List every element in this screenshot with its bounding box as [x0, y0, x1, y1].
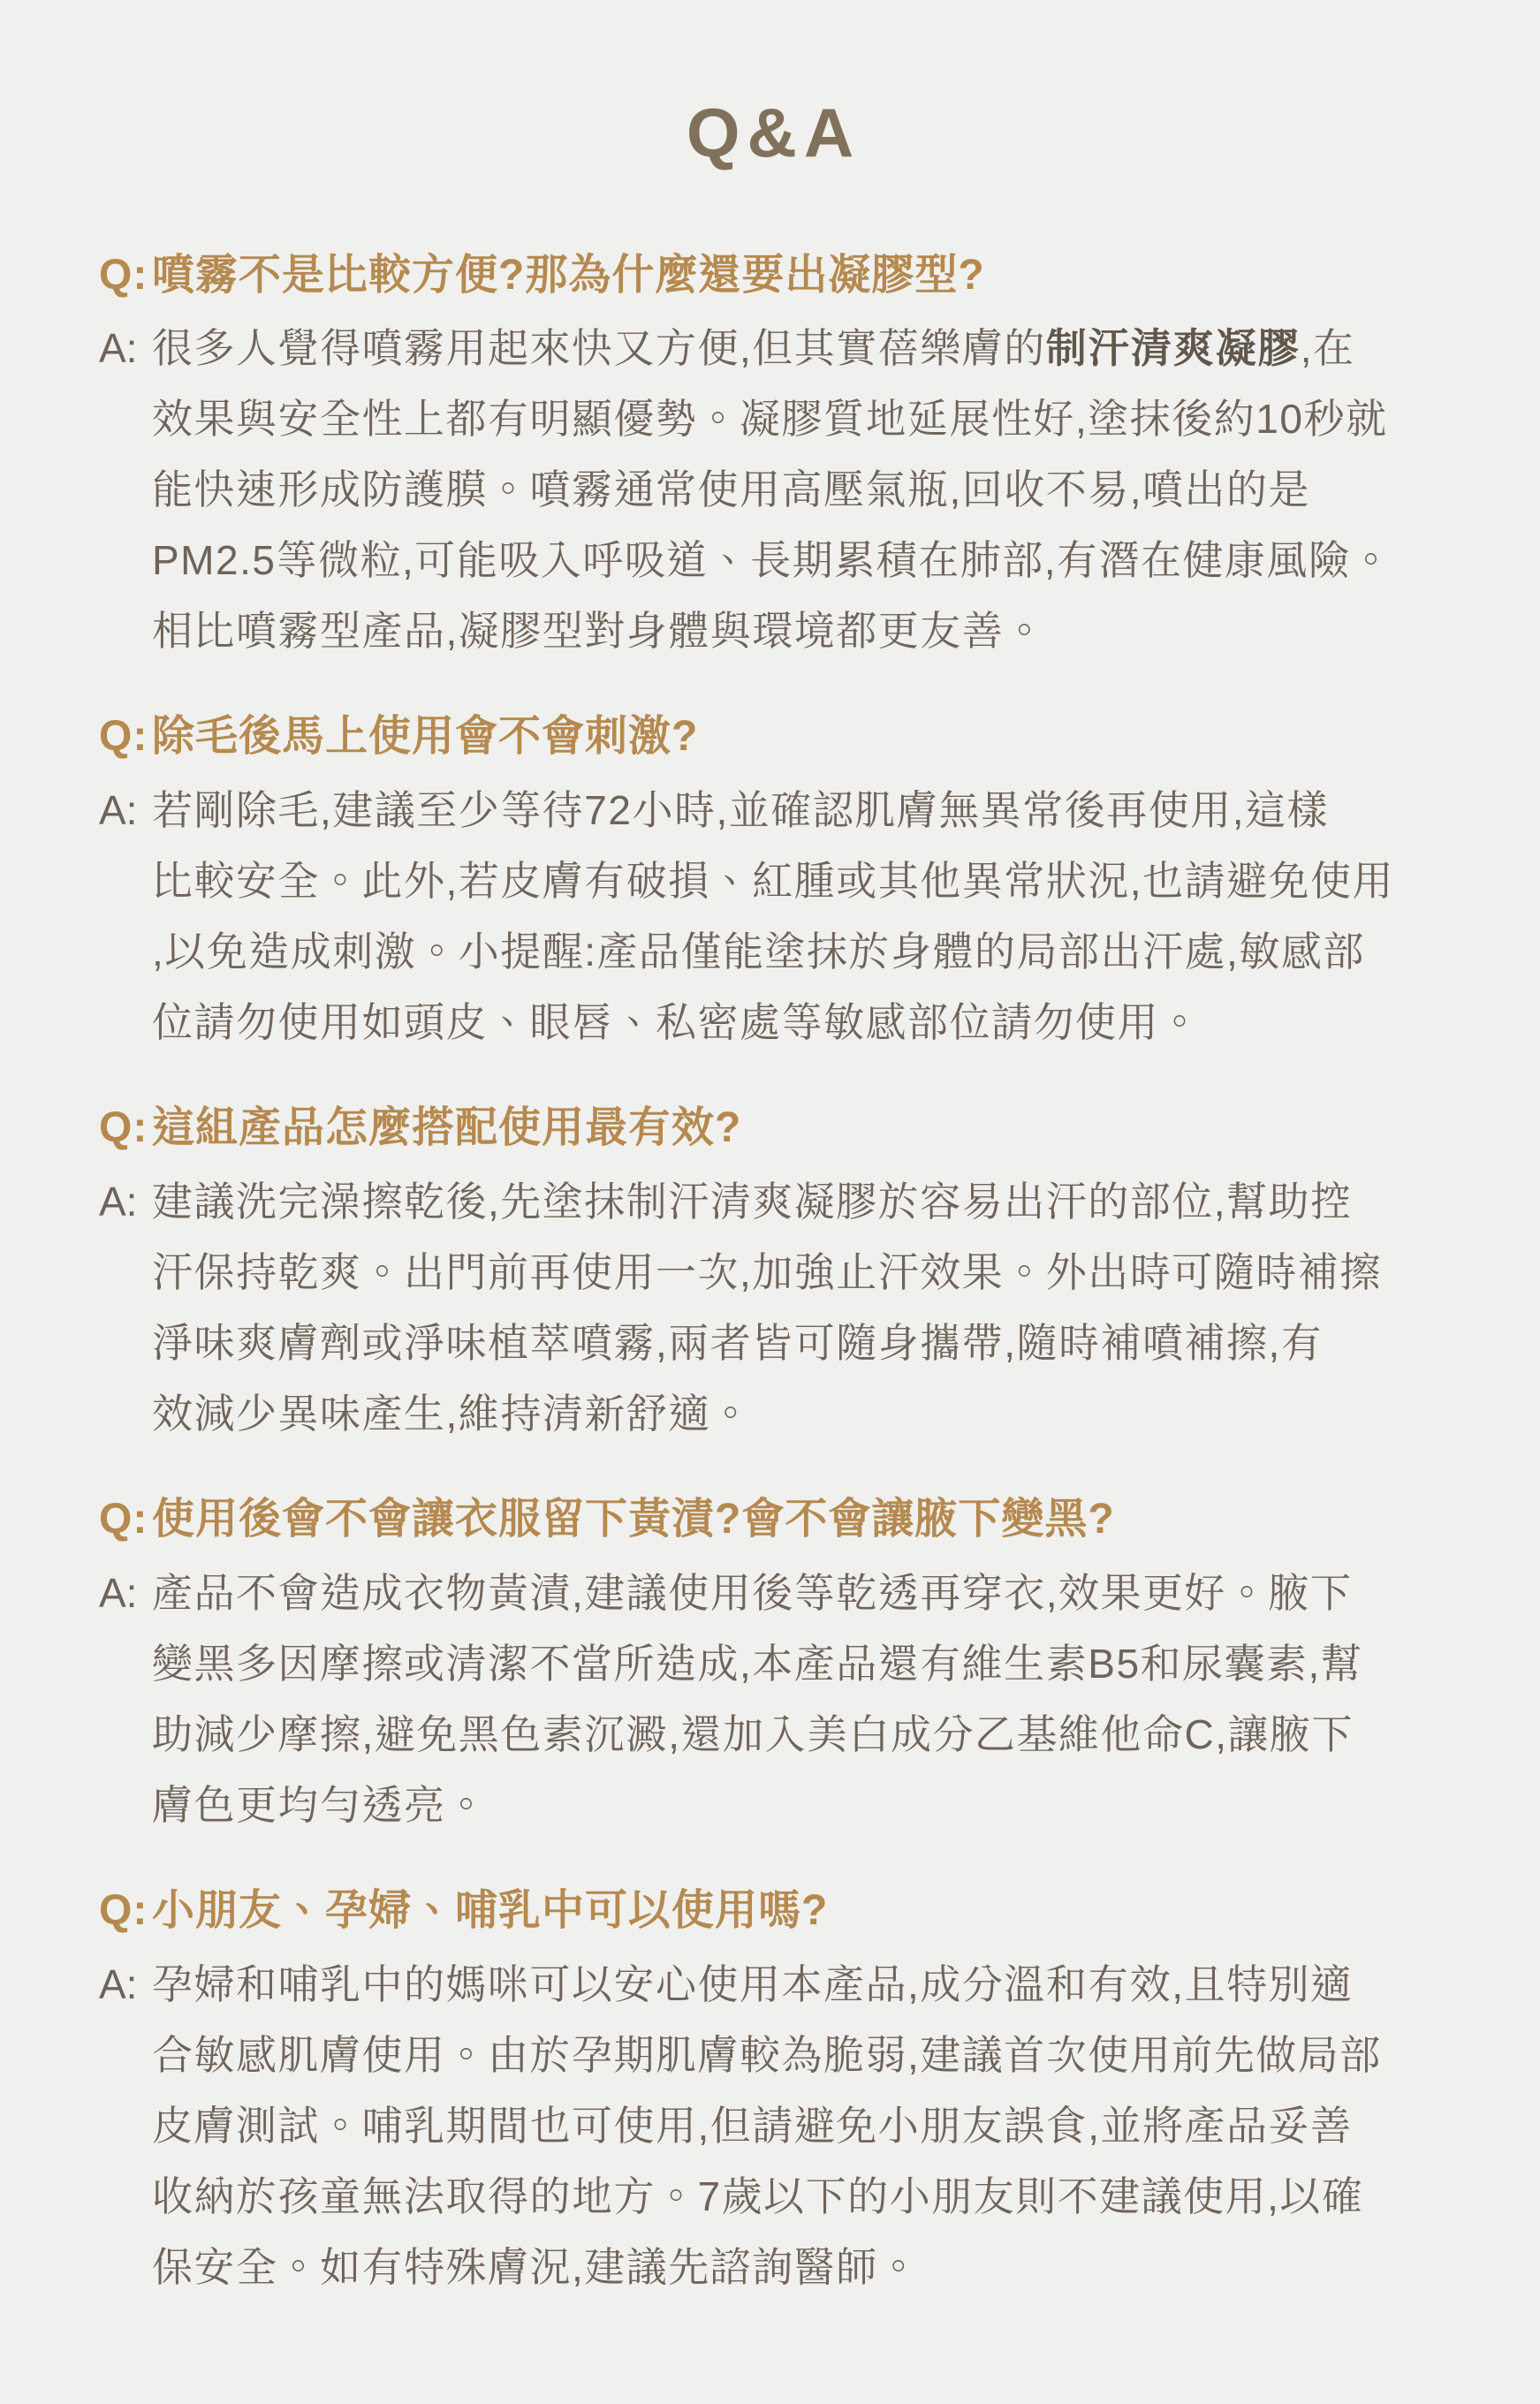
answer-4: [99, 1558, 1448, 1840]
question-text: 小朋友、孕婦、哺乳中可以使用嗎?: [152, 1886, 829, 1934]
answer-label: A:: [99, 1179, 138, 1225]
question-label: Q:: [99, 1104, 148, 1152]
qa-block-1: [99, 247, 1448, 667]
answer-5: [99, 1949, 1448, 2302]
answer-line: 若剛除毛,建議至少等待72小時,並確認肌膚無異常後再使用,這樣: [152, 787, 1330, 834]
answer-line: 助減少摩擦,避免黑色素沉澱,還加入美白成分乙基維他命C,讓腋下: [152, 1710, 1354, 1757]
answer-line: PM2.5等微粒,可能吸入呼吸道、長期累積在肺部,有潛在健康風險。: [152, 537, 1393, 584]
answer-label: A:: [99, 787, 138, 834]
question-5: [99, 1883, 1448, 1940]
question-2: [99, 709, 1448, 766]
answer-label: A:: [99, 1960, 138, 2007]
answer-label: A:: [99, 1569, 138, 1616]
answer-label: A:: [99, 325, 138, 372]
answer-line: 建議洗完澡擦乾後,先塗抹制汗清爽凝膠於容易出汗的部位,幫助控: [152, 1179, 1353, 1225]
question-label: Q:: [99, 1886, 148, 1934]
answer-line: 收納於孩童無法取得的地方。7歲以下的小朋友則不建議使用,以確: [152, 2173, 1364, 2219]
answer-text: [152, 1558, 1448, 1840]
answer-line: 能快速形成防護膜。噴霧通常使用高壓氣瓶,回收不易,噴出的是: [152, 466, 1311, 513]
question-text: 使用後會不會讓衣服留下黃漬?會不會讓腋下變黑?: [152, 1496, 1115, 1543]
answer-line: 合敏感肌膚使用。由於孕期肌膚較為脆弱,建議首次使用前先做局部: [152, 2031, 1382, 2078]
answer-line: 孕婦和哺乳中的媽咪可以安心使用本產品,成分溫和有效,且特別適: [152, 1960, 1353, 2007]
answer-text: [152, 1166, 1448, 1449]
qa-block-5: [99, 1883, 1448, 2302]
question-label: Q:: [99, 251, 148, 299]
question-text: 除毛後馬上使用會不會刺激?: [152, 713, 699, 761]
question-text: 這組產品怎麼搭配使用最有效?: [152, 1104, 742, 1152]
answer-line: 位請勿使用如頭皮、眼唇、私密處等敏感部位請勿使用。: [152, 999, 1202, 1046]
answer-line: 變黑多因摩擦或清潔不當所造成,本產品還有維生素B5和尿囊素,幫: [152, 1640, 1363, 1687]
answer-segment: ,在: [1300, 325, 1355, 372]
answer-line: 皮膚測試。哺乳期間也可使用,但請避免小朋友誤食,並將產品妥善: [152, 2102, 1353, 2149]
answer-line: 淨味爽膚劑或淨味植萃噴霧,兩者皆可隨身攜帶,隨時補噴補擦,有: [152, 1320, 1324, 1367]
page-title: Q&A: [686, 94, 861, 171]
qa-block-2: [99, 709, 1448, 1058]
question-label: Q:: [99, 713, 148, 761]
product-name-bold: 制汗清爽凝膠: [1045, 325, 1301, 372]
answer-segment: 很多人覺得噴霧用起來快又方便,但其實蓓樂膚的: [152, 325, 1046, 372]
answer-text: [152, 313, 1448, 666]
answer-line: 膚色更均勻透亮。: [152, 1781, 488, 1828]
answer-line: 保安全。如有特殊膚況,建議先諮詢醫師。: [152, 2243, 921, 2290]
answer-line: 比較安全。此外,若皮膚有破損、紅腫或其他異常狀況,也請避免使用: [152, 858, 1395, 905]
answer-line: 效減少異味產生,維持清新舒適。: [152, 1391, 753, 1437]
answer-2: [99, 775, 1448, 1058]
qa-block-4: [99, 1491, 1448, 1840]
qa-block-3: [99, 1100, 1448, 1449]
answer-line: 產品不會造成衣物黃漬,建議使用後等乾透再穿衣,效果更好。腋下: [152, 1569, 1353, 1616]
answer-line: 效果與安全性上都有明顯優勢。凝膠質地延展性好,塗抹後約10秒就: [152, 396, 1388, 443]
answer-text: [152, 775, 1448, 1058]
answer-line: 汗保持乾爽。出門前再使用一次,加強止汗效果。外出時可隨時補擦: [152, 1249, 1382, 1296]
answer-line: ,以免造成刺激。小提醒:產品僅能塗抹於身體的局部出汗處,敏感部: [152, 929, 1365, 975]
question-3: [99, 1100, 1448, 1157]
question-1: [99, 247, 1448, 305]
question-text: 噴霧不是比較方便?那為什麼還要出凝膠型?: [152, 251, 985, 299]
answer-line: [152, 313, 1448, 383]
answer-text: [152, 1949, 1448, 2302]
answer-line: 相比噴霧型產品,凝膠型對身體與環境都更友善。: [152, 608, 1046, 655]
question-4: [99, 1491, 1448, 1549]
answer-1: [99, 313, 1448, 666]
question-label: Q:: [99, 1496, 148, 1543]
answer-3: [99, 1166, 1448, 1449]
